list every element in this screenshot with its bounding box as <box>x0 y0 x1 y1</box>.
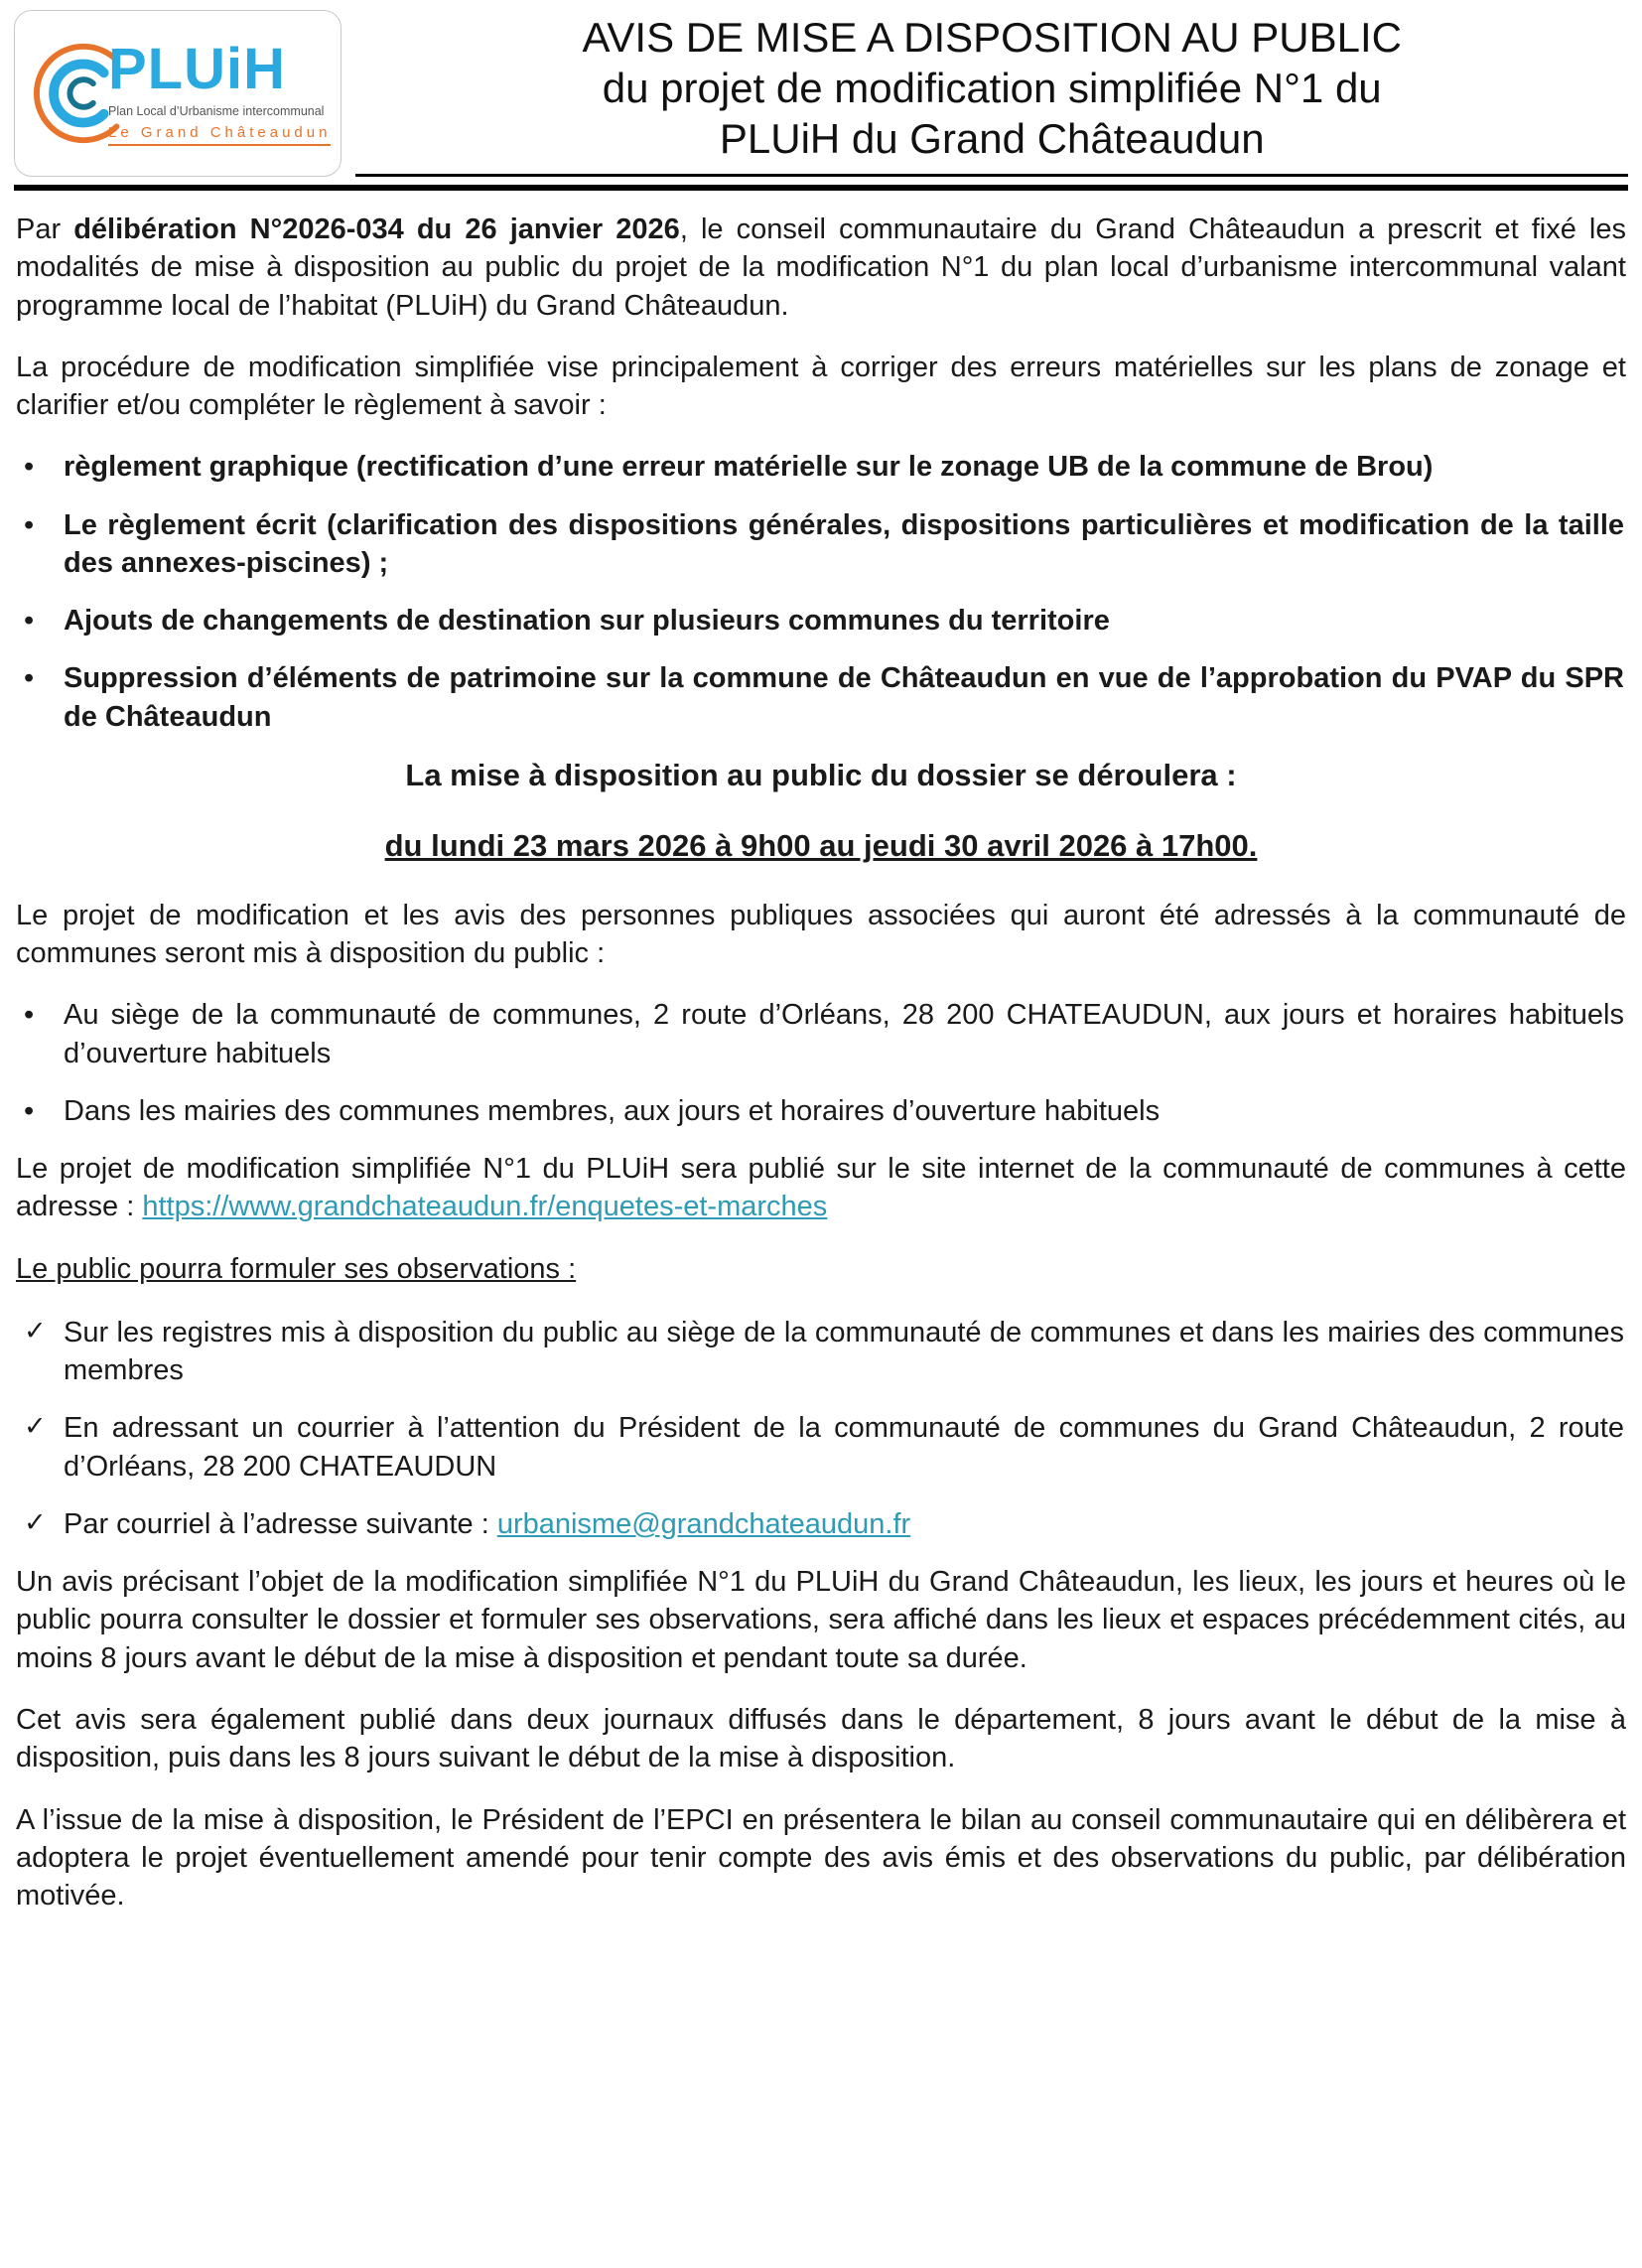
list-item-text: Le règlement écrit (clarification des dispositions générales, dispositions particulières et modification de la taille des annexes-piscines) ; <box>64 508 1624 579</box>
list-item <box>16 996 1626 1072</box>
closing-paragraph-3: A l’issue de la mise à disposition, le Président de l’EPCI en présentera le bilan au conseil communautaire qui en délibèrera et adoptera le projet éventuellement amendé pour tenir compte des avis émis et des observations du public, par délibération motivée. <box>16 1803 1626 1913</box>
list-item <box>16 448 1626 486</box>
list-item <box>16 1505 1626 1543</box>
check-icon: ✓ <box>24 1506 47 1537</box>
list-item-text: Au siège de la communauté de communes, 2 route d’Orléans, 28 200 CHATEAUDUN, aux jours et horaires habituels d’ouverture habituels <box>64 999 1624 1069</box>
document-header <box>14 10 1628 177</box>
intro-paragraph <box>16 211 1626 325</box>
check-icon: ✓ <box>24 1315 47 1346</box>
schedule-dates: du lundi 23 mars 2026 à 9h00 au jeudi 30 avril 2026 à 17h00. <box>384 827 1258 863</box>
title-line-2: du projet de modification simplifiée N°1 du <box>602 64 1382 111</box>
bullet-icon: • <box>24 451 35 484</box>
changes-list <box>16 448 1626 736</box>
intro-rest: , le conseil communautaire du Grand Châteaudun a prescrit et fixé les modalités de mise à disposition au public du projet de la modification N°1 du plan local d’urbanisme intercommunal valant programme local de l’habitat (PLUiH) du Grand Châteaudun. <box>16 213 1627 322</box>
bullet-icon: • <box>24 508 35 541</box>
document-content <box>14 191 1628 1914</box>
email-text: Par courriel à l’adresse suivante : <box>64 1507 497 1540</box>
list-item-text: Dans les mairies des communes membres, aux jours et horaires d’ouverture habituels <box>64 1094 1161 1127</box>
list-item-text <box>64 1505 1626 1543</box>
intro-deliberation: délibération N°2026-034 du 26 janvier 2026 <box>73 213 680 245</box>
website-text: Le projet de modification simplifiée N°1 du PLUiH sera publié sur le site internet de la communauté de communes à cette adresse : <box>16 1153 1626 1223</box>
list-item-text: règlement graphique (rectification d’une erreur matérielle sur le zonage UB de la commune de Brou) <box>64 451 1434 484</box>
schedule-heading: La mise à disposition au public du dossier se déroulera : <box>405 757 1237 792</box>
pluih-logo <box>14 10 342 177</box>
list-item-text: Suppression d’éléments de patrimoine sur la commune de Châteaudun en vue de l’approbation du PVAP du SPR de Châteaudun <box>64 662 1624 733</box>
list-item-text: Ajouts de changements de destination sur plusieurs communes du territoire <box>64 605 1110 638</box>
procedure-paragraph: La procédure de modification simplifiée vise principalement à corriger des erreurs matérielles sur les plans de zonage et clarifier et/ou compléter le règlement à savoir : <box>16 351 1626 422</box>
bullet-icon: • <box>24 1094 35 1127</box>
list-item <box>16 1092 1626 1130</box>
closing-paragraph-2: Cet avis sera également publié dans deux journaux diffusés dans le département, 8 jours avant le début de la mise à disposition, puis dans les 8 jours suivant le début de la mise à disposition. <box>16 1703 1626 1774</box>
list-item <box>16 1409 1626 1486</box>
list-item <box>16 1314 1626 1390</box>
closing-paragraph-1: Un avis précisant l’objet de la modification simplifiée N°1 du PLUiH du Grand Châteaudun, les lieux, les jours et heures où le public pourra consulter le dossier et formuler ses observations, sera affiché dans les lieux et espaces précédemment cités, au moins 8 jours avant le début de la mise à disposition et pendant toute sa durée. <box>16 1566 1626 1674</box>
list-item-text: En adressant un courrier à l’attention du Président de la communauté de communes du Grand Châteaudun, 2 route d’Orléans, 28 200 CHATEAUDUN <box>64 1412 1624 1483</box>
availability-list <box>16 996 1626 1130</box>
list-item <box>16 602 1626 639</box>
logo-wordmark: PLUiH <box>108 37 286 101</box>
title-line-3: PLUiH du Grand Châteaudun <box>719 115 1265 163</box>
list-item <box>16 506 1626 583</box>
title-line-1: AVIS DE MISE A DISPOSITION AU PUBLIC <box>582 13 1402 61</box>
observations-heading: Le public pourra formuler ses observations : <box>16 1252 577 1285</box>
observations-list <box>16 1314 1626 1543</box>
intro-prefix: Par <box>16 213 74 245</box>
website-link[interactable]: https://www.grandchateaudun.fr/enquetes-et-marches <box>142 1191 828 1223</box>
logo-text <box>108 37 332 146</box>
logo-org: Le Grand Châteaudun <box>108 124 331 146</box>
bullet-icon: • <box>24 662 35 695</box>
website-paragraph <box>16 1150 1626 1226</box>
page-title <box>355 10 1628 177</box>
list-item <box>16 659 1626 736</box>
bullet-icon: • <box>24 605 35 638</box>
list-item-text: Sur les registres mis à disposition du public au siège de la communauté de communes et dans les mairies des communes membres <box>64 1316 1624 1387</box>
bullet-icon: • <box>24 999 35 1032</box>
email-link[interactable]: urbanisme@grandchateaudun.fr <box>496 1507 911 1540</box>
logo-subtitle: Plan Local d’Urbanisme intercommunal <box>108 104 325 118</box>
check-icon: ✓ <box>24 1411 47 1442</box>
availability-paragraph: Le projet de modification et les avis des personnes publiques associées qui auront été adressés à la communauté de communes seront mis à disposition du public : <box>16 899 1626 969</box>
